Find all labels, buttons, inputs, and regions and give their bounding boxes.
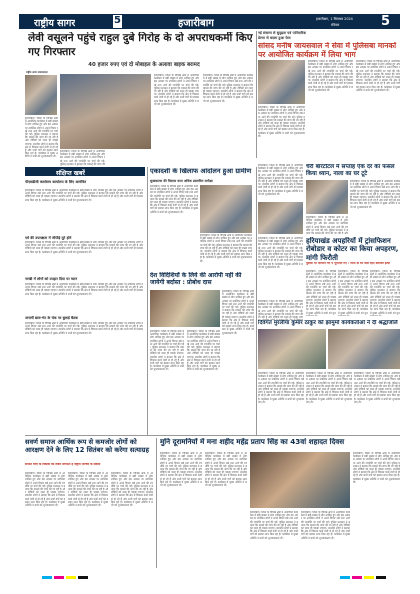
registration-yellow-r: [364, 576, 374, 579]
bottom-left-body-3: हजारीबाग। जिला के विभिन्न क्षेत्रों में आयोजित कार्यक्रम में बड़ी संख्या में लोग शामिल हुए और इस अवसर पर उपस्थित लोगों ने अपने विचार रखे तथा आगे की रणनीति पर चर्चा की गई। पुलिस प्रशासन ने बताया कि मामले की जांच की जा रही है और दोषियों को जल्द ही पकड़ा जाएगा। स्थानीय लोगों ने बताया कि क्षेत्र में विकास कार्य तेजी से हो रहे हैं और सभी वर्गों को इसका लाभ मिल रहा है। कार्यक्रम में मुख्य अतिथि ने सभी को शुभकामनाएं दीं।: [111, 472, 153, 508]
brief-3-body: हजारीबाग। जिला के विभिन्न क्षेत्रों में आयोजित कार्यक्रम में बड़ी संख्या में लोग शामिल हुए और इस अवसर पर उपस्थित लोगों ने अपने विचार रखे तथा आगे की रणनीति पर चर्चा की गई। पुलिस प्रशासन ने बताया कि मामले की जांच की जा रही है और दोषियों को जल्द ही पकड़ा जाएगा। स्थानीय लोगों ने बताया कि क्षेत्र में विकास कार्य तेजी से हो रहे हैं और सभी वर्गों को इसका लाभ मिल रहा है। कार्यक्रम में मुख्य अतिथि ने सभी को शुभकामनाएं दीं।: [25, 283, 143, 296]
mid-center-two-body-3: हजारीबाग। जिला के विभिन्न क्षेत्रों में आयोजित कार्यक्रम में बड़ी संख्या में लोग शामिल हुए और इस अवसर पर उपस्थित लोगों ने अपने विचार रखे तथा आगे की रणनीति पर चर्चा की गई। पुलिस प्रशासन ने बताया कि मामले की जांच की जा रही है और दोषियों को जल्द ही पकड़ा जाएगा। स्थानीय लोगों ने बताया कि क्षेत्र में विकास कार्य तेजी से हो रहे हैं और सभी वर्गों को इसका लाभ मिल रहा है। कार्यक्रम में मुख्य अतिथि ने सभी को शुभकामनाएं दीं।: [222, 290, 254, 335]
registration-cyan: [42, 576, 52, 579]
weekday: रविवार: [331, 23, 340, 27]
mid-center-subhead: सुखकारक की विकास काम अधिक प्रस्तावित समीक्षा: [150, 179, 213, 183]
right-mid-body-2: हजारीबाग। जिला के विभिन्न क्षेत्रों में आयोजित कार्यक्रम में बड़ी संख्या में लोग शामिल हुए और इस अवसर पर उपस्थित लोगों ने अपने विचार रखे तथा आगे की रणनीति पर चर्चा की गई। पुलिस प्रशासन ने बताया कि मामले की जांच की जा रही है और: [306, 216, 348, 234]
mid-center-body-2: हजारीबाग। जिला के विभिन्न क्षेत्रों में आयोजित कार्यक्रम में बड़ी संख्या में लोग शामिल हुए और इस अवसर पर उपस्थित लोगों ने अपने विचार रखे तथा आगे की रणनीति पर चर्चा की गई। पुलिस प्रशासन ने बताया कि मामले की जांच की जा रही है और दोषियों को जल्द ही पकड़ा जाएगा। स्थानीय लोगों ने बताया कि क्षेत्र में विकास कार्य तेजी से हो रहे हैं और सभी वर्गों को इसका लाभ मिल रहा है। कार्यक्रम में मुख्य अतिथि ने सभी को शुभकामनाएं दीं।: [200, 234, 252, 263]
hazaribagh-body-2: हजारीबाग। जिला के विभिन्न क्षेत्रों में आयोजित कार्यक्रम में बड़ी संख्या में लोग शामिल हुए और इस अवसर पर उपस्थित लोगों ने अपने विचार रखे तथा आगे की रणनीति पर चर्चा की गई। पुलिस प्रशासन ने बताया कि मामले की जांच की जा रही है और दोषियों को जल्द ही पकड़ा जाएगा। स्थानीय लोगों ने बताया कि क्षेत्र में विकास कार्य तेजी से हो रहे हैं और सभी वर्गों को इसका लाभ मिल रहा है। कार्यक्रम में मुख्य अतिथि ने सभी को शुभ: [338, 270, 368, 315]
mid-center-headline: एकादशी के खिलाफ आंदोलन हुआ ग्रामीण: [150, 168, 252, 175]
top-right-photo: [258, 60, 305, 104]
lead-subhead: 40 हजार रुपए एवं दो मोबाइल के अलावा बाइक बरामद: [88, 62, 200, 68]
mid-center-two-body-2: हजारीबाग। जिला के विभिन्न क्षेत्रों में आयोजित कार्यक्रम में बड़ी संख्या में लोग शामिल हुए और इस अवसर पर उपस्थित लोगों ने अपने विचार रखे तथा आगे की रणनीति पर चर्चा की गई। पुलिस प्रशासन ने बताया कि मामले की जांच की जा रही है और दोषियों को जल्द ही पकड़ा जाएगा। स्थानीय लोगों ने बताया कि क्षेत्र में विकास कार्य तेजी से हो रहे हैं और सभी वर्गों को इसका लाभ मिल रहा है। कार्यक्रम में मुख्य अतिथि ने सभी को शुभकामनाएं दीं।: [187, 330, 220, 372]
top-right-body-1: हजारीबाग। जिला के विभिन्न क्षेत्रों में आयोजित कार्यक्रम में बड़ी संख्या में लोग शामिल हुए और इस अवसर पर उपस्थित लोगों ने अपने विचार रखे तथा आगे की रणनीति पर चर्चा की गई। पुलिस प्रशासन ने बताया कि मामले की जांच की जा रही है और दोषियों को जल्द ही पकड़ा जाएगा। स्थानीय लोगों ने बताया कि क्षेत्र में विकास कार्य तेजी से हो रहे हैं और सभी वर्गों को इसका लाभ मिल रहा है। कार्यक्रम में मुख्य अतिथि ने सभी को शुभकामनाएं दीं।: [258, 106, 305, 138]
bottom-center-body-5: हजारीबाग। जिला के विभिन्न क्षेत्रों में आयोजित कार्यक्रम में बड़ी संख्या में लोग शामिल हुए और इस अवसर पर उपस्थित लोगों ने अपने विचार रखे तथा आगे की रणनीति पर चर्चा की गई। पुलिस प्रशासन ने बताया कि मामले की जांच की जा रही है और दोषियों को जल्द ही पकड़ा जाएगा। स्थानीय लोगों ने बताया कि क्षेत्र में विकास कार्य तेजी से हो रहे हैं और सभी वर्गों को इसका लाभ मिल रहा है। कार्यक्रम में मुख्य अतिथि ने सभी को शुभकामनाएं दीं।: [353, 452, 400, 484]
lead-photo: [25, 75, 57, 115]
lead-body-2: हजारीबाग। जिला के विभिन्न क्षेत्रों में आयोजित कार्यक्रम में बड़ी संख्या में लोग शामिल हुए और इस अवसर पर उपस्थित लोगों ने अपने विचार रखे तथा आगे की रणनीति पर चर्चा की गई। पुलिस प्रशासन ने बताया कि मामले की जांच की: [60, 150, 105, 166]
hazaribagh-body-1: हजारीबाग। जिला के विभिन्न क्षेत्रों में आयोजित कार्यक्रम में बड़ी संख्या में लोग शामिल हुए और इस अवसर पर उपस्थित लोगों ने अपने विचार रखे तथा आगे की रणनीति पर चर्चा की गई। पुलिस प्रशासन ने बताया कि मामले की जांच की जा रही है और दोषियों को जल्द ही पकड़ा जाएगा। स्थानीय लोगों ने बताया कि क्षेत्र में विकास कार्य तेजी से हो रहे हैं और सभी वर्गों को इसका लाभ मिल रहा है। कार्यक्रम में मुख्य अतिथि ने सभी को शुभ: [306, 270, 336, 315]
date-line: हजारीबाग, 1 सितम्बर 2024: [316, 17, 353, 21]
registration-black: [78, 576, 88, 579]
bottom-center-body-2: हजारीबाग। जिला के विभिन्न क्षेत्रों में आयोजित कार्यक्रम में बड़ी संख्या में लोग शामिल हुए और इस अवसर पर उपस्थित लोगों ने अपने विचार रखे तथा आगे की रणनीति पर चर्चा की गई। पुलिस प्रशासन ने बताया कि मामले की जांच की जा रही है और दोषियों को जल्द ही पकड़ा जाएगा। स्थानीय लोगों ने बताया कि क्षेत्र में विकास कार्य तेजी से हो रहे हैं और सभी वर्गों को इसका लाभ मिल रहा है। कार्यक्रम में मुख्य अतिथि ने सभी को शुभकामनाएं दीं।: [205, 452, 247, 488]
brief-header-box: [25, 167, 145, 176]
right-small-3: हजारीबाग। जिला के विभिन्न क्षेत्रों में आयोजित कार्यक्रम में बड़ी संख्या में लोग शामिल हुए और इस अवसर पर उपस्थित लोगों ने अपने विचार रखे तथा आगे की रणनीति पर चर्चा की गई। पुलिस प्रशासन ने बताया कि मामले की जांच की जा रही है और दोषियों को जल्द ही पकड़ा जाए: [258, 300, 303, 320]
brief-4-title: अनामी छात्र-भेट के चेक पर बुलाई बैठक: [25, 316, 78, 320]
registration-magenta: [54, 576, 64, 579]
lead-body-4: हजारीबाग। जिला के विभिन्न क्षेत्रों में आयोजित कार्यक्रम में बड़ी संख्या में लोग शामिल हुए और इस अवसर पर उपस्थित लोगों ने अपने विचार रखे तथा आगे की रणनीति पर चर्चा की गई। पुलिस प्रशासन ने बताया कि मामले की जांच की जा रही है और दोषियों को जल्द ही पकड़ा जाएगा। स्थानीय लोगों ने बताया कि क्षेत्र में विकास कार्य तेजी से हो रहे हैं और सभी वर्गों को इसका लाभ मिल रहा है। कार्यक्रम में मुख्य अतिथि ने सभी को शुभकामनाएं दीं।: [203, 74, 253, 103]
lead-headline: लेवी वसूलने पहुंचे राहुल दुबे गिरोह के दो अपराधकर्मी किए गए गिरफ्तार: [28, 32, 253, 58]
right-mid-body-1: हजारीबाग। जिला के विभिन्न क्षेत्रों में आयोजित कार्यक्रम में बड़ी संख्या में लोग शामिल हुए और इस अवसर पर उपस्थित लोगों ने अपने विचार रखे तथा आगे की रणनीति पर चर्चा की गई। पुलिस प्रशासन ने बताया कि मामले की जांच की जा रही है और दोषियों को जल्द ही पकड़ा जाएगा। स्थानीय लोगों ने बताया कि क्षेत्र में विकास कार्य तेजी से हो रहे हैं और सभी वर्गों को इसका लाभ मिल रहा है। कार्यक्रम में मुख्य अतिथि ने सभी को शुभकामनाएं दीं।: [350, 180, 400, 209]
top-right-body-3: हजारीबाग। जिला के विभिन्न क्षेत्रों में आयोजित कार्यक्रम में बड़ी संख्या में लोग शामिल हुए और इस अवसर पर उपस्थित लोगों ने अपने विचार रखे तथा आगे की रणनीति पर चर्चा की गई। पुलिस प्रशासन ने बताया कि मामले की जांच की जा रही है और दोषियों को जल्द ही पकड़ा जाएगा। स्थानीय लोगों ने बताया कि क्षेत्र में विकास कार्य तेजी से हो रहे हैं और सभी वर्गों को इसका लाभ मिल रहा है। कार्यक्रम में मुख्य अतिथि ने सभी को शुभकामनाएं दीं।: [356, 60, 400, 92]
tribute-body-3: हजारीबाग। जिला के विभिन्न क्षेत्रों में आयोजित कार्यक्रम में बड़ी संख्या में लोग शामिल हुए और इस अवसर पर उपस्थित लोगों ने अपने विचार रखे तथा आगे की रणनीति पर चर्चा की गई। पुलिस प्रशासन ने बताया कि मामले की जांच की जा रही है और दोषियों को जल्द ही पकड़ा जाएगा। स्थानीय लोगों ने बताया कि क्षेत्र में विकास कार्य तेजी से हो रहे हैं और सभी वर्गों को इसका लाभ मिल रहा है। कार्यक्रम में मुख्य अतिथि ने सभी को शुभकामनाएं दीं।: [354, 372, 400, 404]
bottom-center-body-4: हजारीबाग। जिला के विभिन्न क्षेत्रों में आयोजित कार्यक्रम में बड़ी संख्या में लोग शामिल हुए और इस अवसर पर उपस्थित लोगों ने अपने विचार रखे तथा आगे की रणनीति पर चर्चा की गई। पुलिस प्रशासन ने बताया कि मामले की जांच की जा रही है और दोषियों को जल्द ही पकड़ा जाएगा। स्थानीय लोगों ने बताया कि क्षेत्र में विकास कार्य तेजी से हो रहे हैं और सभी वर्गों को इसका लाभ मिल रहा है। कार्यक्रम में मुख्य अतिथि ने सभी को शुभकामनाएं दीं।: [301, 511, 350, 540]
mid-center-two-body-1: हजारीबाग। जिला के विभिन्न क्षेत्रों में आयोजित कार्यक्रम में बड़ी संख्या में लोग शामिल हुए और इस अवसर पर उपस्थित लोगों ने अपने विचार रखे तथा आगे की रणनीति पर चर्चा की गई। पुलिस प्रशासन ने बताया कि मामले की जांच की जा रही है और दोषियों को जल्द ही पकड़ा जाएगा। स्थानीय लोगों ने बताया कि क्षेत्र में विकास कार्य तेजी से हो रहे हैं और सभी वर्गों को इसका लाभ मिल रहा है। कार्यक्रम में मुख्य अतिथि ने सभी को शुभकामनाएं दीं।: [150, 330, 184, 372]
registration-black-r: [376, 576, 386, 579]
top-right-body-2: हजारीबाग। जिला के विभिन्न क्षेत्रों में आयोजित कार्यक्रम में बड़ी संख्या में लोग शामिल हुए और इस अवसर पर उपस्थित लोगों ने अपने विचार रखे तथा आगे की रणनीति पर चर्चा की गई। पुलिस प्रशासन ने बताया कि मामले की जांच की जा रही है और दोषियों को जल्द ही पकड़ा जाएगा। स्थानीय लोगों ने बताया कि क्षेत्र में विकास कार्य तेजी से हो रहे हैं और सभी वर्गों को इसका लाभ मिल रहा है। कार्यक्रम में मुख्य अतिथि ने सभी को शुभकामनाएं दीं।: [308, 60, 353, 92]
lead-byline: राष्ट्रीय सागर संवाददाता: [26, 71, 48, 74]
brief-2-title: पर्व की उपलक्षता में जीपीई तूटे होने: [25, 236, 72, 240]
tribute-body-2: हजारीबाग। जिला के विभिन्न क्षेत्रों में आयोजित कार्यक्रम में बड़ी संख्या में लोग शामिल हुए और इस अवसर पर उपस्थित लोगों ने अपने विचार रखे तथा आगे की रणनीति पर चर्चा की गई। पुलिस प्रशासन ने बताया कि मामले की जांच की जा रही है और दोषियों को जल्द ही पकड़ा जाएगा। स्थानीय लोगों ने बताया कि क्षेत्र में विकास कार्य तेजी से हो रहे हैं और सभी वर्गों को इसका लाभ मिल रहा है। कार्यक्रम में मुख्य अतिथि ने सभी को शुभकामनाएं दीं।: [306, 372, 352, 404]
lead-body-3: हजारीबाग। जिला के विभिन्न क्षेत्रों में आयोजित कार्यक्रम में बड़ी संख्या में लोग शामिल हुए और इस अवसर पर उपस्थित लोगों ने अपने विचार रखे तथा आगे की रणनीति पर चर्चा की गई। पुलिस प्रशासन ने बताया कि मामले की जांच की जा रही है और दोषियों को जल्द ही पकड़ा जाएगा। स्थानीय लोगों ने बताया कि क्षेत्र में विकास कार्य तेजी से हो रहे हैं और सभी वर्गों को इसका लाभ मिल रहा है। कार्यक्रम में मुख्य अतिथि ने सभी को शुभकामनाएं दीं।: [154, 74, 199, 106]
right-mid-headline: चेरी बारटोटल में सप्ताह ऐक दर का फसल किया ध्यान, नाला का घर टूटे: [306, 164, 395, 177]
registration-cyan-r: [340, 576, 350, 579]
top-right-headline: सांसद मनीष जायसवाल ने सेवा में पुलिसबा मानकों पर आयोजित कार्यक्रम में लिया भाग: [258, 42, 397, 59]
right-small-2: हजारीबाग। जिला के विभिन्न क्षेत्रों में आयोजित कार्यक्रम में बड़ी संख्या में लोग शामिल हुए और इस अवसर पर उपस्थित लोगों ने अपने विचार रखे तथा आगे की रणनीति पर चर्चा की गई। पुलिस प्रशासन ने बताया कि मामले की जांच की जा रही है और दोषियों को जल्द ही पकड़ा जाएगा। स्थानीय लोगों ने बताया कि क्षेत्र में विकास कार्य तेजी से हो रहे हैं और सभी वर्गों को इसका लाभ मिल रहा है। कार्यक्रम में मुख्य अतिथि ने सभी को शुभकामनाएं दीं।: [258, 237, 303, 269]
bottom-left-subhead: समस्त वर्णों के विकास को लेकर संगठित हैं राष्ट्रीय परिषद के सदस्य: [25, 463, 101, 466]
mid-center-photo: [200, 185, 252, 233]
tribute-photo: [258, 329, 326, 369]
bottom-left-body-1: हजारीबाग। जिला के विभिन्न क्षेत्रों में आयोजित कार्यक्रम में बड़ी संख्या में लोग शामिल हुए और इस अवसर पर उपस्थित लोगों ने अपने विचार रखे तथा आगे की रणनीति पर चर्चा की गई। पुलिस प्रशासन ने बताया कि मामले की जांच की जा रही है और दोषियों को जल्द ही पकड़ा जाएगा। स्थानीय लोगों ने बताया कि क्षेत्र में विकास कार्य तेजी से हो रहे हैं और सभी वर्गों को इसका लाभ मिल रहा है। कार्यक्रम में मुख्य अतिथि ने सभी को शुभकामनाएं दीं।: [25, 472, 65, 508]
registration-magenta-r: [352, 576, 362, 579]
top-right-kicker: नई संकल्प से सुदृढ़ता एवं पारिवारिक प्रेरणा से बदला हुआ फेस: [258, 31, 307, 40]
masthead-brand: राष्ट्रीय सागर: [34, 18, 76, 29]
page-number-left: 5: [114, 15, 121, 26]
bottom-left-body-2: हजारीबाग। जिला के विभिन्न क्षेत्रों में आयोजित कार्यक्रम में बड़ी संख्या में लोग शामिल हुए और इस अवसर पर उपस्थित लोगों ने अपने विचार रखे तथा आगे की रणनीति पर चर्चा की गई। पुलिस प्रशासन ने बताया कि मामले की जांच की जा रही है और दोषियों को जल्द ही पकड़ा जाएगा। स्थानीय लोगों ने बताया कि क्षेत्र में विकास कार्य तेजी से हो रहे हैं और सभी वर्गों को इसका लाभ मिल रहा है। कार्यक्रम में मुख्य अतिथि ने सभी को शुभकामनाएं दीं।: [68, 472, 108, 508]
mid-center-two-headline: देश विदिशियों के लिये की आरोपी नहीं की जायेगी बर्दास्त : प्रोबोध दास: [150, 272, 242, 287]
brief-4-body: हजारीबाग। जिला के विभिन्न क्षेत्रों में आयोजित कार्यक्रम में बड़ी संख्या में लोग शामिल हुए और इस अवसर पर उपस्थित लोगों ने अपने विचार रखे तथा आगे की रणनीति पर चर्चा की गई। पुलिस प्रशासन ने बताया कि मामले की जांच की जा रही है और दोषियों को जल्द ही पकड़ा जाएगा। स्थानीय लोगों ने बताया कि क्षेत्र में विकास कार्य तेजी से हो रहे हैं और सभी वर्गों को इसका लाभ मिल रहा है। कार्यक्रम में मुख्य अतिथि ने सभी को शुभकामनाएं दीं।: [25, 322, 143, 335]
tribute-headline: दिवंगत मुरलीया कुमार ठाकुर को झामुमो कार्यकर्ताओं ने दी श्रद्धांजलि: [258, 320, 398, 326]
bottom-center-body-1: हजारीबाग। जिला के विभिन्न क्षेत्रों में आयोजित कार्यक्रम में बड़ी संख्या में लोग शामिल हुए और इस अवसर पर उपस्थित लोगों ने अपने विचार रखे तथा आगे की रणनीति पर चर्चा की गई। पुलिस प्रशासन ने बताया कि मामले की जांच की जा रही है और दोषियों को जल्द ही पकड़ा जाएगा। स्थानीय लोगों ने बताया कि क्षेत्र में विकास कार्य तेजी से हो रहे हैं और सभी वर्गों को इसका लाभ मिल रहा है। कार्यक्रम में मुख्य अतिथि ने सभी को शुभकामनाएं दीं।: [160, 452, 202, 488]
registration-yellow: [66, 576, 76, 579]
bottom-center-body-3: हजारीबाग। जिला के विभिन्न क्षेत्रों में आयोजित कार्यक्रम में बड़ी संख्या में लोग शामिल हुए और इस अवसर पर उपस्थित लोगों ने अपने विचार रखे तथा आगे की रणनीति पर चर्चा की गई। पुलिस प्रशासन ने बताया कि मामले की जांच की जा रही है और दोषियों को जल्द ही पकड़ा जाएगा। स्थानीय लोगों ने बताया कि क्षेत्र में विकास कार्य तेजी से हो रहे हैं और सभी वर्गों को इसका लाभ मिल रहा है। कार्यक्रम में मुख्य अतिथि ने सभी को शुभकामनाएं दीं।: [250, 511, 298, 540]
page-number-right: 5: [381, 14, 391, 29]
hazaribagh-body-3: हजारीबाग। जिला के विभिन्न क्षेत्रों में आयोजित कार्यक्रम में बड़ी संख्या में लोग शामिल हुए और इस अवसर पर उपस्थित लोगों ने अपने विचार रखे तथा आगे की रणनीति पर चर्चा की गई। पुलिस प्रशासन ने बताया कि मामले की जांच की जा रही है और दोषियों को जल्द ही पकड़ा जाएगा। स्थानीय लोगों ने बताया कि क्षेत्र में विकास कार्य तेजी से हो रहे हैं और सभी वर्गों को इसका लाभ मिल रहा है। कार्यक्रम में मुख्य अतिथि ने सभी को शुभ: [370, 270, 400, 315]
bottom-center-photo: [250, 452, 350, 508]
brief-3-title: नरखी में लोगों को उपहार दिया पर ध्यान: [25, 277, 78, 281]
right-small-photo: [258, 202, 303, 234]
brief-1-title: पीएसडीसी कार्यालय कार्यालय के लिए आमंत्रित: [25, 180, 87, 184]
mid-center-body-1: हजारीबाग। जिला के विभिन्न क्षेत्रों में आयोजित कार्यक्रम में बड़ी संख्या में लोग शामिल हुए और इस अवसर पर उपस्थित लोगों ने अपने विचार रखे तथा आगे की रणनीति पर चर्चा की गई। पुलिस प्रशासन ने बताया कि मामले की जांच की जा रही है और दोषियों को जल्द ही पकड़ा जाएगा। स्थानीय लोगों ने बताया कि क्षेत्र में विकास कार्य तेजी से हो रहे हैं और सभी वर्गों को इसका लाभ मिल रहा है। कार्यक्रम में मुख्य अतिथि ने सभी को शुभकामनाएं दीं।: [150, 185, 198, 214]
brief-2-body: हजारीबाग। जिला के विभिन्न क्षेत्रों में आयोजित कार्यक्रम में बड़ी संख्या में लोग शामिल हुए और इस अवसर पर उपस्थित लोगों ने अपने विचार रखे तथा आगे की रणनीति पर चर्चा की गई। पुलिस प्रशासन ने बताया कि मामले की जांच की जा रही है और दोषियों को जल्द ही पकड़ा जाएगा। स्थानीय लोगों ने बताया कि क्षेत्र में विकास कार्य तेजी से हो रहे हैं और सभी वर्गों को इसका लाभ मिल रहा है। कार्यक्रम में मुख्य अतिथि ने सभी को शुभकामनाएं दीं।: [25, 241, 143, 254]
right-mid-photo: [306, 180, 348, 214]
mid-center-two-photo: [150, 290, 220, 327]
tribute-photo-2: [328, 329, 400, 369]
brief-1-body: हजारीबाग। जिला के विभिन्न क्षेत्रों में आयोजित कार्यक्रम में बड़ी संख्या में लोग शामिल हुए और इस अवसर पर उपस्थित लोगों ने अपने विचार रखे तथा आगे की रणनीति पर चर्चा की गई। पुलिस प्रशासन ने बताया कि मामले की जांच की जा रही है और दोषियों को जल्द ही पकड़ा जाएगा। स्थानीय लोगों ने बताया कि क्षेत्र में विकास कार्य तेजी से हो रहे हैं और सभी वर्गों को इसका लाभ मिल रहा है। कार्यक्रम में मुख्य अतिथि ने सभी को शुभकामनाएं दीं।: [25, 189, 143, 202]
brief-header: संक्षिप्त खबरें: [56, 170, 85, 177]
tribute-body-1: हजारीबाग। जिला के विभिन्न क्षेत्रों में आयोजित कार्यक्रम में बड़ी संख्या में लोग शामिल हुए और इस अवसर पर उपस्थित लोगों ने अपने विचार रखे तथा आगे की रणनीति पर चर्चा की गई। पुलिस प्रशासन ने बताया कि मामले की जांच की जा रही है और दोषियों को जल्द ही पकड़ा जाएगा। स्थानीय लोगों ने बताया कि क्षेत्र में विकास कार्य तेजी से हो रहे हैं और सभी वर्गों को इसका लाभ मिल रहा है। कार्यक्रम में मुख्य अतिथि ने सभी को शुभकामनाएं दीं।: [258, 372, 304, 404]
lead-body-1: हजारीबाग। जिला के विभिन्न क्षेत्रों में आयोजित कार्यक्रम में बड़ी संख्या में लोग शामिल हुए और इस अवसर पर उपस्थित लोगों ने अपने विचार रखे तथा आगे की रणनीति पर चर्चा की गई। पुलिस प्रशासन ने बताया कि मामले की जांच की जा रही है और दोषियों को जल्द ही पकड़ा जाएगा। स्थानीय लोगों ने बताया कि क्षेत्र में विकास कार्य तेजी से हो रहे हैं और सभी वर्गों को इसका लाभ मिल रहा है। कार्यक्रम में मुख्य अतिथि ने सभी को शुभकामनाएं दीं।: [25, 117, 58, 159]
hazaribagh-headline: हरियाखंड अपहरियों में ट्रांसफिशन रोबोडार व कोटर का किया अपहरण, मांगी फिरौती: [306, 237, 399, 262]
masthead-city: हजारीबाग: [178, 18, 214, 29]
bottom-center-headline: मुनि दूरामनियों में मना शहीद महेंद्र प्रताप सिंह का 43वां शहादत दिवस: [160, 438, 345, 446]
hazaribagh-subhead: पुलिस भी परिजन गए पे भुगतान गए : रमेश के घर वाले रहत कराकर हत्या: [306, 262, 390, 265]
bottom-left-headline: सवर्ण समाज आर्थिक रूप से कमजोर लोगों को आरक्षण देने के लिए 12 सितंबर को करेगा सत्याग्रह: [25, 438, 149, 454]
right-small-1: हजारीबाग। जिला के विभिन्न क्षेत्रों में आयोजित कार्यक्रम में बड़ी संख्या में लोग शामिल हुए और इस अवसर पर उपस्थित लोगों ने अपने विचार रखे तथा आगे की रणनीति पर चर्चा की गई। पुलिस प्रशासन ने बताया कि मामले की जांच की जा रही है और दोषियों को जल्द ही पकड़ा जाएगा। स्थानीय लोगों ने बताया कि क्षेत्र में विकास कार्य तेजी से हो रहे हैं और सभी वर्गों को इसका लाभ मिल रहा है। कार्यक्रम में मुख्य अतिथि ने सभी को शुभकामनाएं दीं।: [258, 164, 303, 196]
lead-photo-2: [60, 74, 151, 149]
